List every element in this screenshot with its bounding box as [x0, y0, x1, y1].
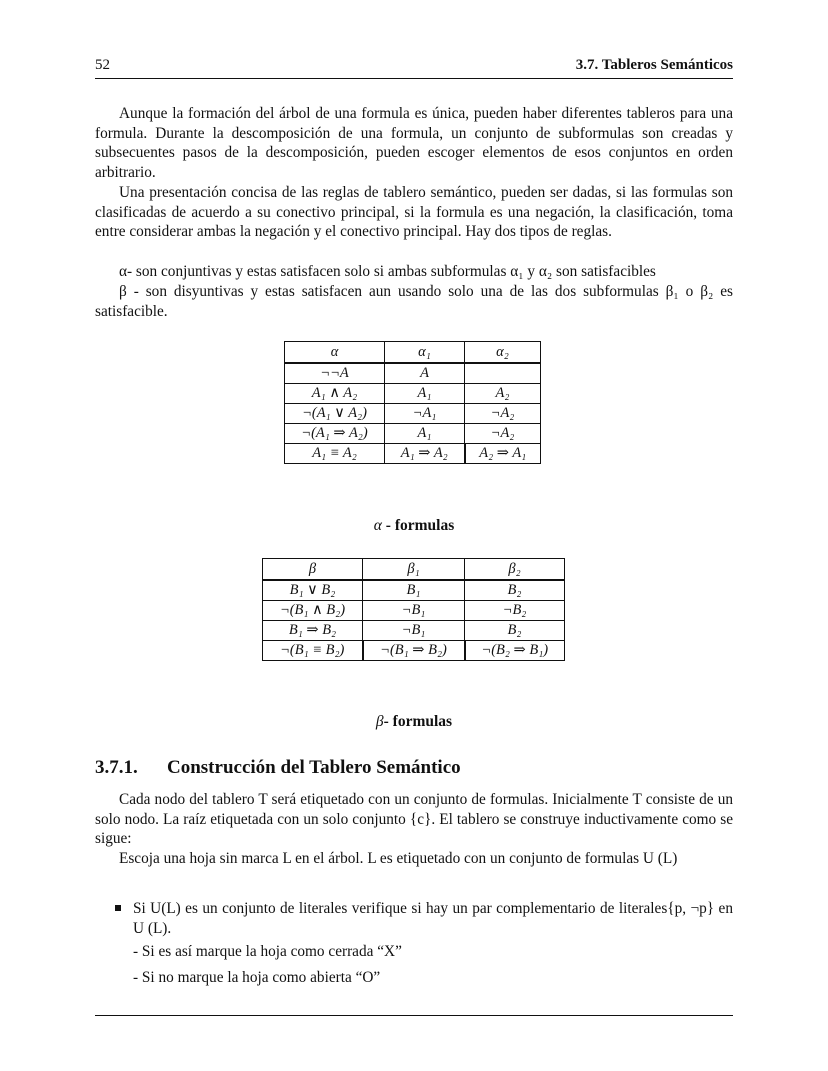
table-cell: A₁ ∧ A₂ — [285, 384, 385, 404]
page-header — [95, 56, 733, 79]
table-cell: A₁ — [385, 424, 465, 444]
table-cell: ¬(B₁ ≡ B₂) — [263, 641, 363, 661]
paragraph-beta-rule: β - son disyuntivas y estas satisfacen aun usando solo una de las dos subformulas β₁ o β₂ es satisfacible. — [95, 283, 733, 320]
table-cell: ¬A₂ — [465, 404, 541, 424]
table-header-row — [285, 342, 541, 364]
sub-item-closed: - Si es así marque la hoja como cerrada “X” — [133, 943, 402, 960]
table-cell — [465, 363, 541, 384]
table-cell: ¬B₁ — [363, 601, 465, 621]
table-cell: B₁ ∨ B₂ — [263, 580, 363, 601]
caption-symbol: β — [375, 713, 384, 730]
table-cell: B₂ — [465, 621, 565, 641]
table-cell: ¬B₁ — [363, 621, 465, 641]
table-row — [263, 621, 565, 641]
table-cell: A₂ ⇒ A₁ — [465, 444, 541, 464]
table-cell: A₂ — [465, 384, 541, 404]
table-cell: ¬(B₁ ⇒ B₂) — [363, 641, 465, 661]
caption-text: - formulas — [381, 517, 455, 534]
table-row — [285, 404, 541, 424]
running-section-title: 3.7. Tableros Semánticos — [575, 57, 733, 73]
bullet-icon — [115, 905, 121, 911]
footer-rule — [95, 1015, 733, 1016]
table-cell: ¬A₂ — [465, 424, 541, 444]
caption-symbol: α — [373, 517, 382, 534]
table-cell: A₁ ⇒ A₂ — [385, 444, 465, 464]
table-row — [285, 384, 541, 404]
table-cell: ¬(A₁ ∨ A₂) — [285, 404, 385, 424]
table-row — [285, 363, 541, 384]
table-cell: B₁ ⇒ B₂ — [263, 621, 363, 641]
table-cell: ¬(B₂ ⇒ B₁) — [465, 641, 565, 661]
bullet-text: Si U(L) es un conjunto de literales verifique si hay un par complementario de literales{p, ¬p} en U (L). — [133, 900, 733, 937]
alpha-table-caption — [95, 517, 733, 535]
table-header-cell: β — [263, 559, 363, 581]
table-header-cell: β₂ — [465, 559, 565, 581]
page-number: 52 — [95, 57, 110, 73]
table-cell: ¬B₂ — [465, 601, 565, 621]
table-cell: A — [385, 363, 465, 384]
table-header-cell: α₂ — [465, 342, 541, 364]
alpha-formulas-table — [284, 341, 541, 464]
table-cell: ¬A₁ — [385, 404, 465, 424]
table-header-row — [263, 559, 565, 581]
table-cell: B₁ — [363, 580, 465, 601]
paragraph-1: Aunque la formación del árbol de una formula es única, pueden haber diferentes tableros para una formula. Durante la descomposición de una formula, un conjunto de subformulas son creadas y subsecuentes pasos de la descomposición, pueden escoger elementos de esos conjuntos en orden arbitrario. — [95, 105, 733, 181]
table-row — [285, 444, 541, 464]
paragraph-2: Una presentación concisa de las reglas de tablero semántico, pueden ser dadas, si las formulas son clasificadas de acuerdo a su conectivo principal, si la formula es una negación, la clasificación, toma entre considerar ambas la negación y el conectivo principal. Hay dos tipos de reglas. — [95, 184, 733, 240]
paragraph-choose-leaf: Escoja una hoja sin marca L en el árbol. L es etiquetado con un conjunto de formulas U (L) — [119, 850, 678, 867]
beta-table-caption — [95, 713, 733, 731]
table-cell: A₁ — [385, 384, 465, 404]
table-row — [263, 641, 565, 661]
paragraph-alpha-rule: α- son conjuntivas y estas satisfacen solo si ambas subformulas α₁ y α₂ son satisfacibles — [119, 263, 656, 280]
caption-text: - formulas — [383, 713, 453, 730]
table-row — [263, 601, 565, 621]
sub-item-open: - Si no marque la hoja como abierta “O” — [133, 969, 381, 986]
section-title: Construcción del Tablero Semántico — [167, 757, 461, 778]
table-header-cell: β₁ — [363, 559, 465, 581]
table-row — [263, 580, 565, 601]
table-cell: ¬(A₁ ⇒ A₂) — [285, 424, 385, 444]
table-cell: B₂ — [465, 580, 565, 601]
table-cell: ¬¬A — [285, 363, 385, 384]
paragraph-construction: Cada nodo del tablero T será etiquetado con un conjunto de formulas. Inicialmente T consiste de un solo nodo. La raíz etiquetada con un solo conjunto {c}. El tablero se construye inductivamente como se sigue: — [95, 791, 733, 847]
table-header-cell: α — [285, 342, 385, 364]
table-cell: ¬(B₁ ∧ B₂) — [263, 601, 363, 621]
table-header-cell: α₁ — [385, 342, 465, 364]
table-cell: A₁ ≡ A₂ — [285, 444, 385, 464]
section-number: 3.7.1. — [95, 757, 138, 778]
table-row — [285, 424, 541, 444]
beta-formulas-table — [262, 558, 565, 661]
section-heading — [95, 757, 461, 779]
